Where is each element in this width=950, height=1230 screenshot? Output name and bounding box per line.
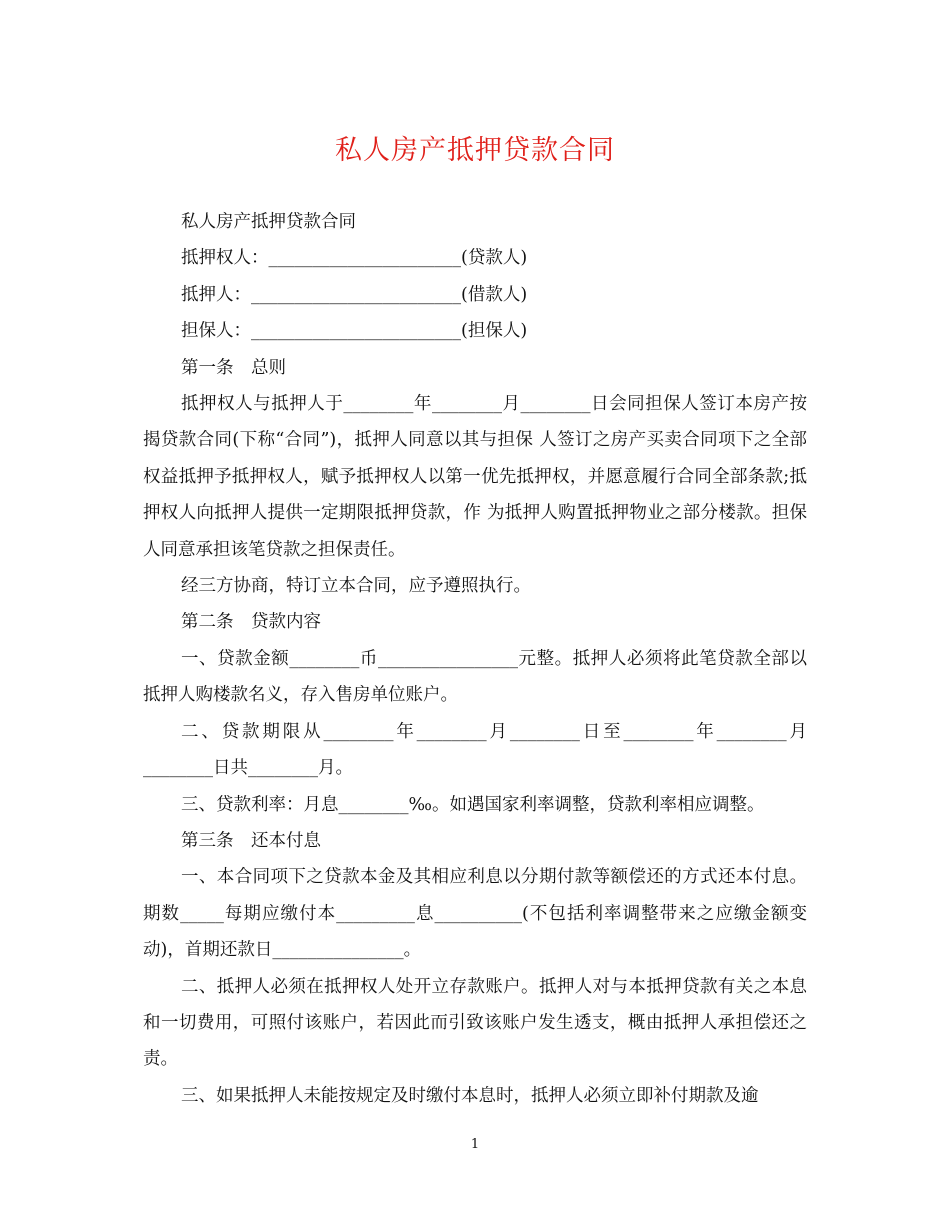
article-2-item-1: 一、贷款金额________币________________元整。抵押人必须将此笔贷款全部以抵押人购楼款名义，存入售房单位账户。 xyxy=(143,648,807,706)
article-3-item-3: 三、如果抵押人未能按规定及时缴付本息时，抵押人必须立即补付期款及逾 xyxy=(181,1085,759,1106)
paragraph-heading-repeat: 私人房产抵押贷款合同 xyxy=(181,212,356,232)
article-1-heading: 第一条 总则 xyxy=(181,357,286,378)
article-2-item-2: 二、贷款期限从________年________月________日至________年________月________日共________月。 xyxy=(143,721,807,779)
document-title: 私人房产抵押贷款合同 xyxy=(335,135,615,166)
article-2-heading: 第二条 贷款内容 xyxy=(181,612,321,633)
article-1-body: 抵押权人与抵押人于________年________月________日会同担保人签订本房产按揭贷款合同(下称“合同”)，抵押人同意以其与担保 人签订之房产买卖合同项下之全部权益抵押予抵押权人，赋予抵押权人以第一优先抵押权，并愿意履行合同全部条款;抵押权人向抵押人提供一定期限抵押贷款，作 为抵押人购置抵押物业之部分楼款。担保人同意承担该笔贷款之担保责任。 xyxy=(143,394,807,560)
document-body xyxy=(143,204,807,1114)
paragraph-mortgagor-line: 抵押人：________________________(借款人) xyxy=(181,284,528,305)
article-3-heading: 第三条 还本付息 xyxy=(181,830,321,851)
paragraph-mortgagee-line: 抵押权人：______________________(贷款人) xyxy=(181,248,528,269)
page-number: 1 xyxy=(470,1137,480,1152)
paragraph-guarantor-line: 担保人：________________________(担保人) xyxy=(181,321,528,342)
agreement-statement: 经三方协商，特订立本合同，应予遵照执行。 xyxy=(181,576,531,597)
article-2-item-3: 三、贷款利率：月息________‰。如遇国家利率调整，贷款利率相应调整。 xyxy=(181,794,765,815)
article-3-item-2: 二、抵押人必须在抵押权人处开立存款账户。抵押人对与本抵押贷款有关之本息和一切费用，可照付该账户，若因此而引致该账户发生透支，概由抵押人承担偿还之责。 xyxy=(143,976,807,1070)
article-3-item-1: 一、本合同项下之贷款本金及其相应利息以分期付款等额偿还的方式还本付息。期数_____每期应缴付本_________息__________(不包括利率调整带来之应缴金额变动)，首期还款日_______________。 xyxy=(143,867,807,961)
